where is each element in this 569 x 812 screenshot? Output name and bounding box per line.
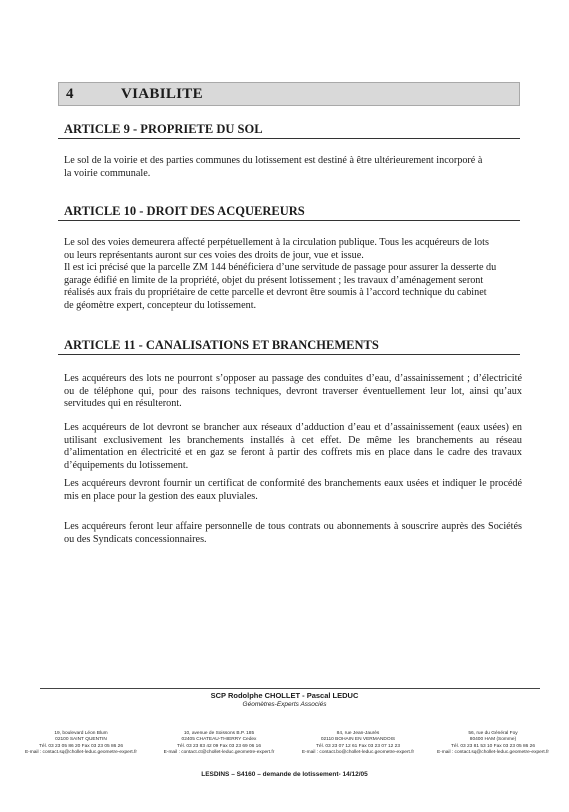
section-title: VIABILITE [121, 86, 203, 102]
article-11-heading [58, 337, 520, 355]
office-saint-quentin [12, 731, 150, 757]
article-10-heading-text: ARTICLE 10 - DROIT DES ACQUEREURS [64, 204, 305, 218]
article-9-text [64, 155, 522, 180]
office-city: 02110 BOHAIN EN VERMANDOIS [320, 737, 396, 743]
office-city: 80400 HAM (Somme) [469, 737, 517, 743]
office-phone: Tél. 03 23 05 86 20 Fax 03 23 05 86 26 [38, 743, 123, 749]
office-address: 56, rue du Général Foy [468, 731, 518, 736]
article-11-paragraph-1: Les acquéreurs des lots ne pourront s’opposer au passage des conduites d’eau, d’assainissement ; d’électricité ou de téléphone qui, pour des raisons techniques, devront traverser éventuellement leur lot, ainsi qu’aux servitudes qui en résulteront. [64, 373, 522, 409]
office-email: E-mail : contact.sq@chollet-leduc.geometre-expert.fr [24, 750, 138, 756]
article-11-paragraph-3: Les acquéreurs devront fournir un certificat de conformité des branchements eaux usées et indiquer le procédé mis en place pour la gestion des eaux pluviales. [64, 478, 522, 502]
section-header [58, 82, 520, 106]
article-9-heading-text: ARTICLE 9 - PROPRIETE DU SOL [64, 122, 263, 136]
office-chateau-thierry [150, 731, 288, 757]
document-reference: LESDINS – S4160 – demande de lotissement- 14/12/05 [201, 771, 368, 778]
office-bohain [289, 731, 427, 757]
article-10-line: Le sol des voies demeurera affecté perpétuellement à la circulation publique. Tous les acquéreurs de lots [64, 237, 489, 248]
office-email: E-mail : contact.ct@chollet-leduc.geometre-expert.fr [163, 750, 275, 756]
article-10-line: ou leurs représentants auront sur ces voies des droits de jour, vue et issue. [64, 249, 364, 261]
footer-divider [40, 688, 540, 689]
article-10-line: de géomètre expert, concepteur du lotissement. [64, 299, 257, 311]
article-9-line: Le sol de la voirie et des parties communes du lotissement est destiné à être ultérieurement incorporé à [64, 155, 483, 166]
office-city: 02100 SAINT QUENTIN [55, 737, 107, 743]
office-ham [424, 731, 562, 757]
office-phone: Tél. 03 23 83 42 09 Fax 03 23 69 06 16 [176, 743, 261, 749]
article-10-line: réalisés aux frais du propriétaire de cette parcelle et devront être soumis à l’accord technique du cabinet [64, 287, 487, 298]
article-11-heading-text: ARTICLE 11 - CANALISATIONS ET BRANCHEMENTS [64, 338, 379, 352]
article-11-paragraph-4: Les acquéreurs feront leur affaire personnelle de tous contrats ou abonnements à souscrire auprès des Sociétés ou des Syndicats concessionnaires. [64, 521, 522, 545]
article-9-heading [58, 121, 520, 139]
article-10-text [64, 237, 522, 312]
article-9-line: la voirie communale. [64, 167, 151, 179]
firm-subtitle: Géomètres-Experts Associés [242, 701, 327, 708]
article-11-paragraph-2: Les acquéreurs de lot devront se brancher aux réseaux d’adduction d’eau et d’assainissement (eaux usées) en utilisant exclusivement les branchements installés à cet effet. De même les branchements au réseau d’alimentation en électricité et en gaz se feront à partir des coffrets mis en place dans le cadre des travaux d’équipements du lotissement. [64, 422, 522, 471]
section-number: 4 [66, 86, 74, 102]
office-phone: Tél. 03 23 07 12 61 Fax 03 23 07 12 23 [315, 743, 400, 749]
office-address: 84, rue Jean-Jaurès [336, 731, 380, 736]
office-email: E-mail : contact.sq@chollet-leduc.geometre-expert.fr [436, 750, 550, 756]
office-email: E-mail : contact.bo@chollet-leduc.geometre-expert.fr [301, 750, 415, 756]
office-address: 19, boulevard Léon Blum [54, 731, 108, 736]
office-city: 02405 CHATEAU-THIERRY Cedex [181, 737, 257, 743]
article-10-line: garage édifié en limite de la propriété, objet du présent lotissement ; les travaux d’aménagement seront [64, 274, 484, 286]
article-10-heading [58, 203, 520, 221]
office-address: 10, avenue de Soissons B.P. 185 [183, 731, 255, 736]
office-phone: Tél. 03 23 81 53 10 Fax 03 23 05 86 26 [450, 743, 535, 749]
article-10-line: Il est ici précisé que la parcelle ZM 144 bénéficiera d’une servitude de passage pour assurer la desserte du [64, 262, 497, 273]
firm-name: SCP Rodolphe CHOLLET - Pascal LEDUC [210, 691, 359, 700]
